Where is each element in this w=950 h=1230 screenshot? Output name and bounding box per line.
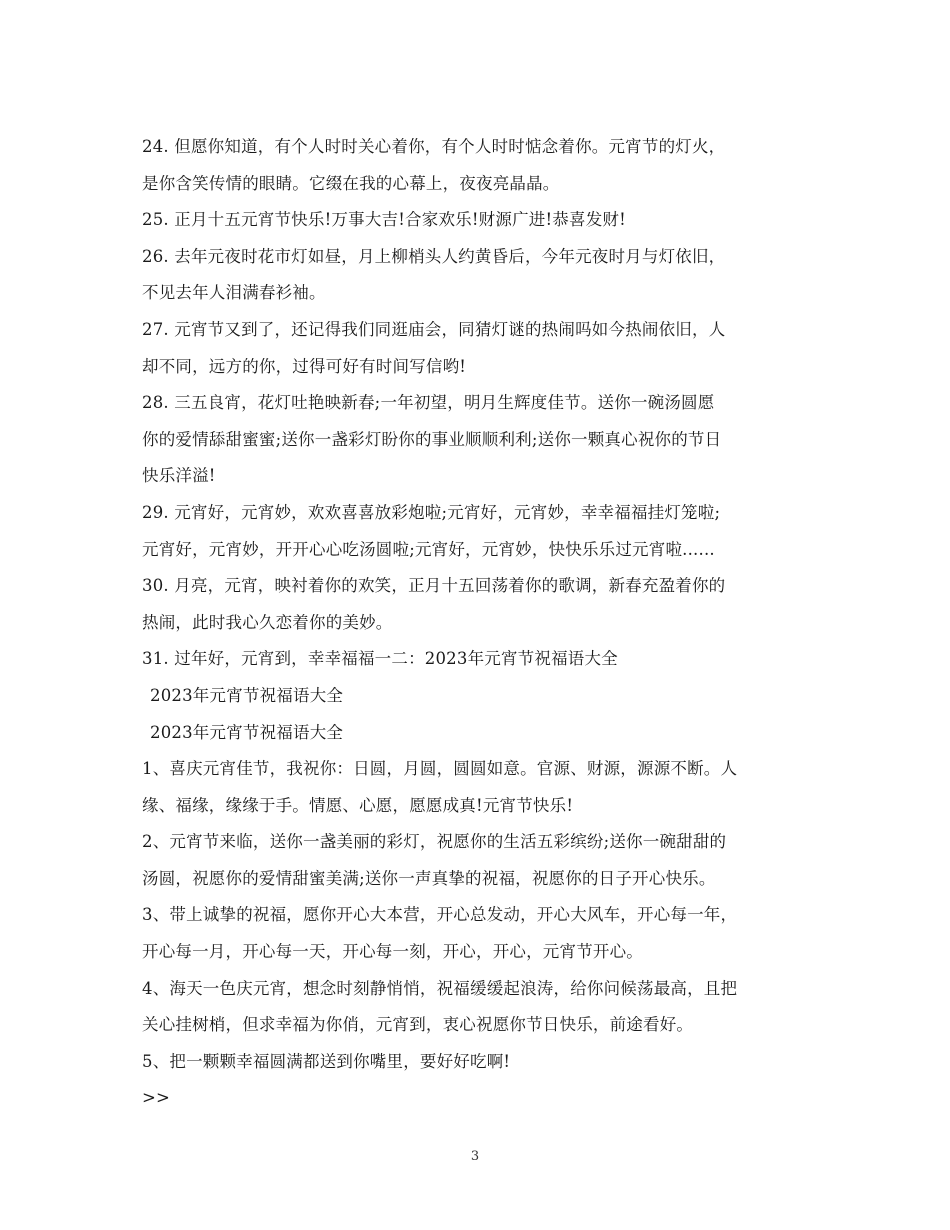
text-line-24b: 是你含笑传情的眼睛。它缀在我的心幕上，夜夜亮晶晶。 xyxy=(142,173,560,193)
text-line-27b: 却不同，远方的你，过得可好有时间写信哟! xyxy=(142,356,467,376)
text-line-26a: 26. 去年元夜时花市灯如昼，月上柳梢头人约黄昏后，今年元夜时月与灯依旧， xyxy=(142,246,726,266)
text-line-25: 25. 正月十五元宵节快乐!万事大吉!合家欢乐!财源广进!恭喜发财! xyxy=(142,210,626,230)
continuation-marker: >> xyxy=(142,1088,171,1108)
text-line-24a: 24. 但愿你知道，有个人时时关心着你，有个人时时惦念着你。元宵节的灯火， xyxy=(142,137,726,156)
text-line-2b: 汤圆，祝愿你的爱情甜蜜美满;送你一声真挚的祝福，祝愿你的日子开心快乐。 xyxy=(142,868,716,888)
text-line-3b: 开心每一月，开心每一天，开心每一刻，开心，开心，元宵节开心。 xyxy=(142,942,643,962)
text-line-28b: 你的爱情舔甜蜜蜜;送你一盏彩灯盼你的事业顺顺利利;送你一颗真心祝你的节日 xyxy=(142,429,722,449)
text-line-30b: 热闹，此时我心久恋着你的美妙。 xyxy=(142,612,393,632)
section-heading-repeat: 2023年元宵节祝福语大全 xyxy=(150,722,344,742)
text-line-1b: 缘、福缘，缘缘于手。情愿、心愿，愿愿成真!元宵节快乐! xyxy=(142,795,574,815)
text-line-30a: 30. 月亮，元宵，映衬着你的欢笑，正月十五回荡着你的歌调，新春充盈着你的 xyxy=(142,576,726,596)
text-line-26b: 不见去年人泪满春衫袖。 xyxy=(142,283,326,303)
text-line-5: 5、把一颗颗幸福圆满都送到你嘴里，要好好吃啊! xyxy=(142,1051,511,1071)
text-line-4a: 4、海天一色庆元宵，想念时刻静悄悄，祝福缓缓起浪涛，给你问候荡最高，且把 xyxy=(142,978,738,998)
page-number: 3 xyxy=(470,1149,480,1164)
text-line-28a: 28. 三五良宵，花灯吐艳映新春;一年初望，明月生辉度佳节。送你一碗汤圆愿 xyxy=(142,393,715,413)
text-line-3a: 3、带上诚挚的祝福，愿你开心大本营，开心总发动，开心大风车，开心每一年， xyxy=(142,905,738,925)
text-line-4b: 关心挂树梢，但求幸福为你俏，元宵到，衷心祝愿你节日快乐，前途看好。 xyxy=(142,1015,694,1035)
section-heading: 2023年元宵节祝福语大全 xyxy=(150,685,344,705)
text-line-29b: 元宵好，元宵妙，开开心心吃汤圆啦;元宵好，元宵妙，快快乐乐过元宵啦...... xyxy=(142,539,715,559)
text-line-28c: 快乐洋溢! xyxy=(142,466,216,486)
text-line-29a: 29. 元宵好，元宵妙，欢欢喜喜放彩炮啦;元宵好，元宵妙，幸幸福福挂灯笼啦; xyxy=(142,502,721,522)
document-body xyxy=(142,129,810,1117)
text-line-1a: 1、喜庆元宵佳节，我祝你：日圆，月圆，圆圆如意。官源、财源，源源不断。人 xyxy=(142,759,738,779)
text-line-2a: 2、元宵节来临，送你一盏美丽的彩灯，祝愿你的生活五彩缤纷;送你一碗甜甜的 xyxy=(142,832,727,852)
text-line-31: 31. 过年好，元宵到，幸幸福福一二：2023年元宵节祝福语大全 xyxy=(142,649,618,669)
text-line-27a: 27. 元宵节又到了，还记得我们同逛庙会，同猜灯谜的热闹吗如今热闹依旧，人 xyxy=(142,319,726,339)
